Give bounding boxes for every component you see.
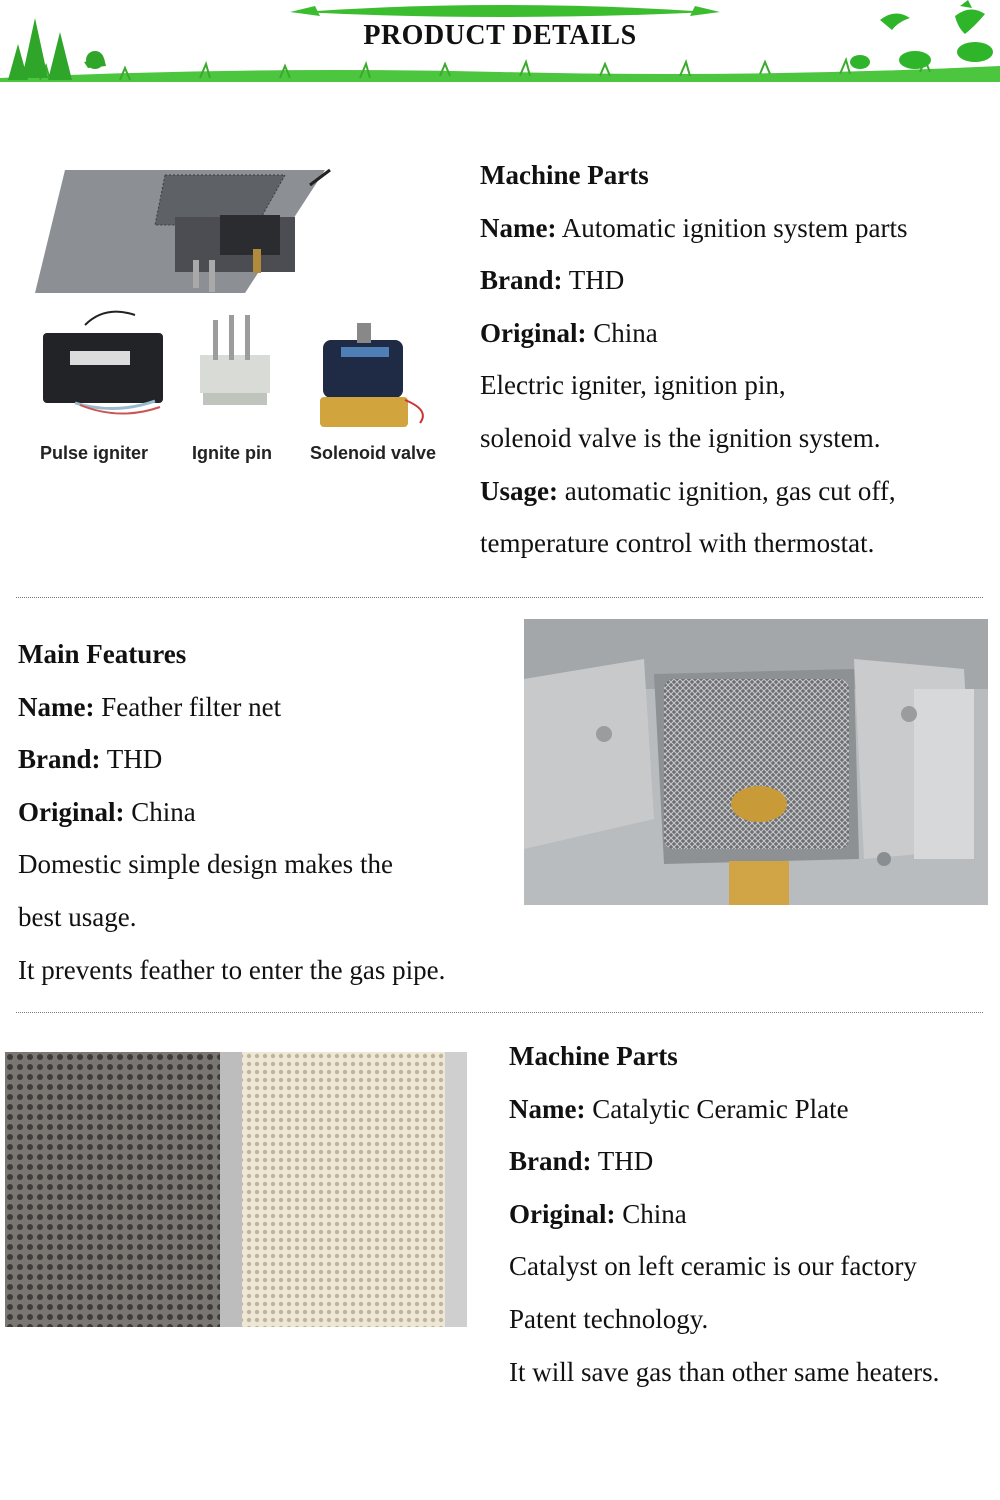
section-2-text: [18, 628, 445, 996]
original-value: China: [622, 1198, 687, 1229]
description-line: Domestic simple design makes the: [18, 849, 393, 880]
original-value: China: [593, 317, 658, 348]
caption-solenoid-valve: Solenoid valve: [310, 443, 437, 463]
description-line: Electric igniter, ignition pin,: [480, 370, 786, 401]
name-label: Name:: [18, 691, 95, 722]
feather-filter-net-photo: [524, 619, 988, 905]
original-label: Original:: [18, 796, 125, 827]
brand-label: Brand:: [18, 744, 101, 775]
description-line: solenoid valve is the ignition system.: [480, 422, 881, 453]
section-divider: [16, 1012, 983, 1013]
section-heading: Machine Parts: [480, 160, 649, 190]
brand-value: THD: [568, 265, 625, 296]
original-label: Original:: [509, 1198, 616, 1229]
caption-ignite-pin: Ignite pin: [192, 443, 272, 463]
description-line: Catalyst on left ceramic is our factory: [509, 1251, 917, 1282]
name-value: Catalytic Ceramic Plate: [592, 1093, 849, 1124]
ceramic-plate-photo: [5, 1052, 467, 1327]
section-heading: Machine Parts: [509, 1041, 678, 1071]
brand-label: Brand:: [509, 1146, 592, 1177]
original-label: Original:: [480, 317, 587, 348]
description-line: Patent technology.: [509, 1303, 709, 1334]
name-label: Name:: [509, 1093, 586, 1124]
name-value: Feather filter net: [101, 691, 282, 722]
ignition-system-photo: [25, 165, 450, 480]
header-banner: [0, 0, 1000, 90]
section-heading: Main Features: [18, 639, 187, 669]
caption-pulse-igniter: Pulse igniter: [40, 443, 149, 463]
original-value: China: [131, 796, 196, 827]
description-line: temperature control with thermostat.: [480, 528, 875, 559]
brand-value: THD: [597, 1146, 654, 1177]
usage-value: automatic ignition, gas cut off,: [564, 475, 896, 506]
usage-label: Usage:: [480, 475, 558, 506]
brand-value: THD: [106, 744, 163, 775]
description-line: It will save gas than other same heaters.: [509, 1356, 940, 1387]
brand-label: Brand:: [480, 265, 563, 296]
name-label: Name:: [480, 212, 557, 243]
name-value: Automatic ignition system parts: [561, 212, 908, 243]
section-divider: [16, 597, 983, 598]
banner-title: PRODUCT DETAILS: [363, 20, 637, 51]
section-1-text: [480, 149, 907, 570]
description-line: best usage.: [18, 901, 137, 932]
description-line: It prevents feather to enter the gas pipe.: [18, 954, 446, 985]
section-3-text: [509, 1030, 939, 1398]
